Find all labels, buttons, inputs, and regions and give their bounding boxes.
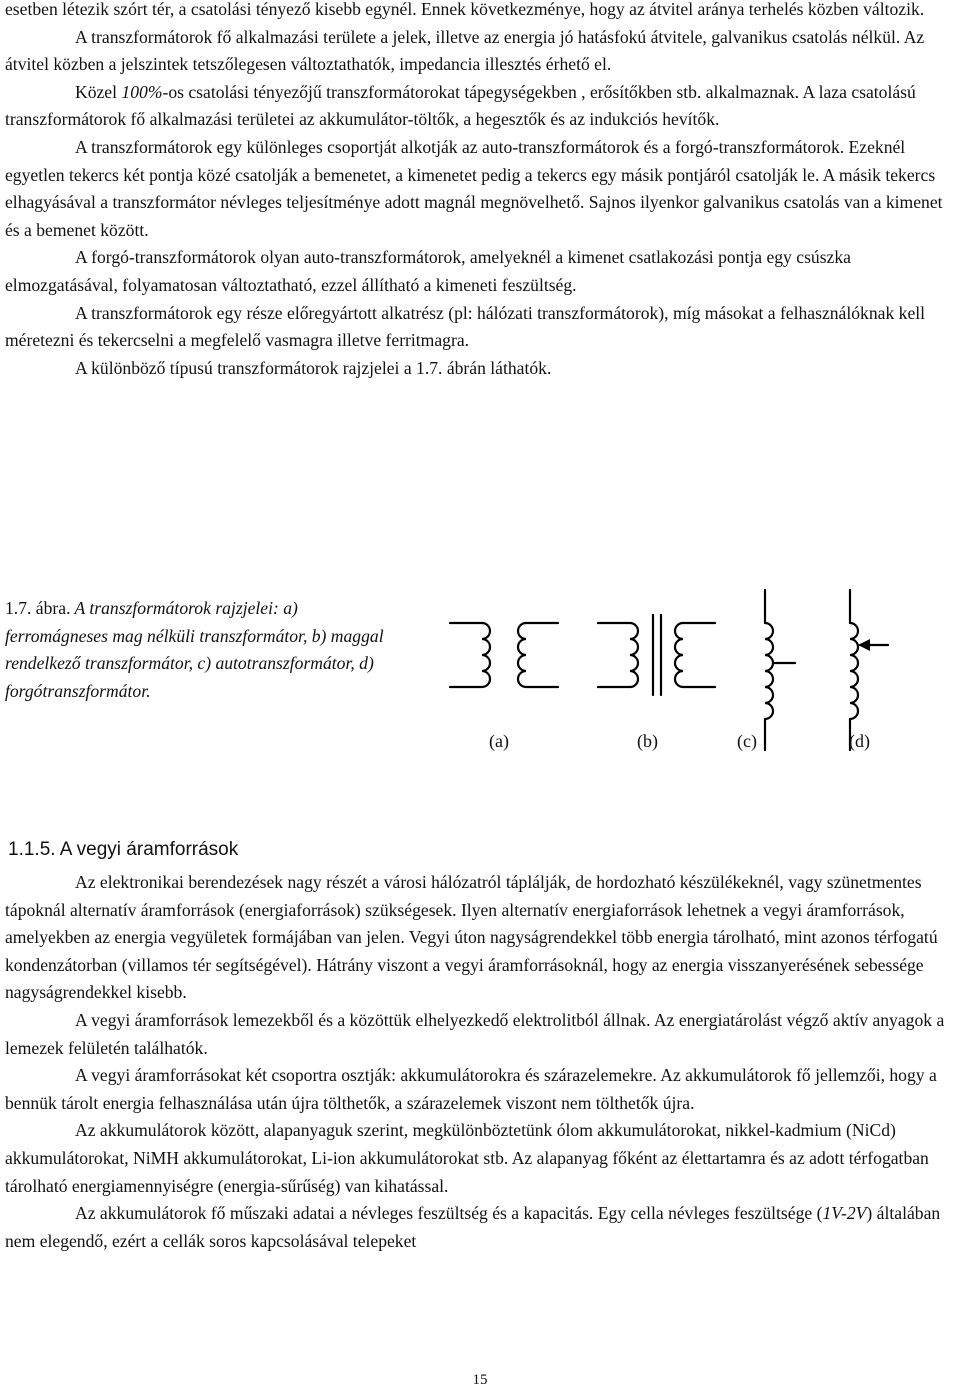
transformer-symbols-figure (440, 585, 900, 760)
paragraph-coupling (5, 79, 955, 134)
coupling-text-start: Közel (75, 81, 122, 102)
paragraph-types: Az akkumulátorok között, alapanyaguk szerint, megkülönböztetünk ólom akkumulátorokat, nikkel-kadmium (NiCd) akkumulátorokat, NiMH akkumulátorokat, Li-ion akkumulátorokat stb. Az alapanyag főként az élettartamra és az adott térfogatban tárolható energiamennyiségre (energia-sűrűség) van kihatással. (5, 1120, 929, 1196)
symbol-b-secondary-coil (675, 623, 715, 687)
paragraph-structure: A vegyi áramforrások lemezekből és a közöttük elhelyezkedő elektrolitból állnak. Az energiatárolást végző aktív anyagok a lemezek felületén találhatók. (5, 1009, 945, 1058)
paragraph-groups: A vegyi áramforrásokat két csoportra osztják: akkumulátorokra és szárazelemekre. Az akkumulátorok fő jellemzői, hogy a bennük tárolt energia felhasználása után újra tölthetők, a szárazelemek viszont nem tölthetők újra. (5, 1065, 937, 1113)
figure-caption-number: 1.7. ábra. (5, 598, 71, 618)
paragraph-intro: Az elektronikai berendezések nagy részét a városi hálózatról táplálják, de hordozható készülékeknél, vagy szünetmentes tápoknál alternatív áramforrások (energiaforrások) szükségesek. Ilyen alternatív energiaforrások lehetnek a vegyi áramforrások, amelyekben az energia vegyületek formájában van jelen. Vegyi úton nagyságrendekkel több energia tárolható, mint azonos térfogatú kondenzátorban (villamos tér segítségével). Hátrány viszont a vegyi áramforrásoknál, hogy az energia visszanyerésének sebessége nagyságrendekkel kisebb. (5, 872, 938, 1003)
paragraph-applications: A transzformátorok fő alkalmazási területe a jelek, illetve az energia jó hatásfokú átvitele, galvanikus csatolás nélkül. Az átvitel közben a jelszintek tetszőlegesen változtathatók, impedancia illesztés érhető el. (5, 26, 925, 75)
symbol-a-secondary-coil (518, 623, 558, 687)
paragraph-specs (5, 1200, 955, 1255)
top-text-block (5, 0, 955, 382)
figure-label-d: (d) (849, 731, 870, 751)
symbol-c-autotransformer (765, 590, 795, 750)
slider-arrow-icon (858, 639, 870, 651)
section-text-block (5, 869, 955, 1255)
figure-caption-text: A transzformátorok rajzjelei: a) ferromágneses mag nélküli transzformátor, b) maggal rendelkező transzformátor, c) autotranszformátor, d) forgótranszformátor. (5, 598, 384, 701)
paragraph-figure-ref: A különböző típusú transzformátorok rajzjelei a 1.7. ábrán láthatók. (75, 357, 552, 378)
specs-text-end: ) általában nem elegendő, ezért a cellák soros kapcsolásával telepeket (5, 1203, 941, 1251)
symbol-b-primary-coil (598, 623, 638, 687)
paragraph-prefab: A transzformátorok egy része előregyártott alkatrész (pl: hálózati transzformátorok), míg másokat a felhasználóknak kell méretezni és tekercselni a megfelelő vasmagra illetve ferritmagra. (5, 302, 926, 351)
page-number: 15 (472, 1372, 488, 1388)
paragraph-continuation: esetben létezik szórt tér, a csatolási tényező kisebb egynél. Ennek következménye, hogy az átvitel aránya terhelés közben változik. (5, 0, 925, 19)
symbol-d-variable-transformer (850, 590, 888, 750)
specs-text-start: Az akkumulátorok fő műszaki adatai a névleges feszültség és a kapacitás. Egy cella névleges feszültsége ( (75, 1203, 823, 1224)
coupling-text-end: -os csatolási tényezőjű transzformátorokat tápegységekben , erősítőkben stb. alkalmaznak. A laza csatolású transzformátorok fő alkalmazási területei az akkumulátor-töltők, a hegesztők és az indukciós hevítők. (5, 81, 916, 130)
symbol-a-primary-coil (450, 623, 490, 687)
symbol-b-iron-core (653, 615, 661, 695)
paragraph-autotransformers: A transzformátorok egy különleges csoportját alkotják az auto-transzformátorok és a forgó-transzformátorok. Ezeknél egyetlen tekercs két pontja közé csatolják a bemenetet, a kimenetet pedig a tekercs egy másik pontjáról csatolják le. A másik tekercs elhagyásával a transzformátor névleges teljesítménye adott magnál megnövelhető. Sajnos ilyenkor galvanikus csatolás van a kimenet és a bemenet között. (5, 136, 943, 240)
figure-label-b: (b) (637, 731, 658, 751)
paragraph-variac: A forgó-transzformátorok olyan auto-transzformátorok, amelyeknél a kimenet csatlakozási pontja egy csúszka elmozgatásával, folyamatosan változtatható, ezzel állítható a kimeneti feszültség. (5, 247, 851, 295)
figure-label-a: (a) (489, 731, 509, 751)
figure-caption (5, 595, 405, 705)
figure-label-c: (c) (737, 731, 757, 751)
section-heading: 1.1.5. A vegyi áramforrások (8, 839, 239, 860)
specs-voltage-range: 1V-2V (822, 1203, 867, 1224)
coupling-percentage: 100% (121, 81, 163, 102)
